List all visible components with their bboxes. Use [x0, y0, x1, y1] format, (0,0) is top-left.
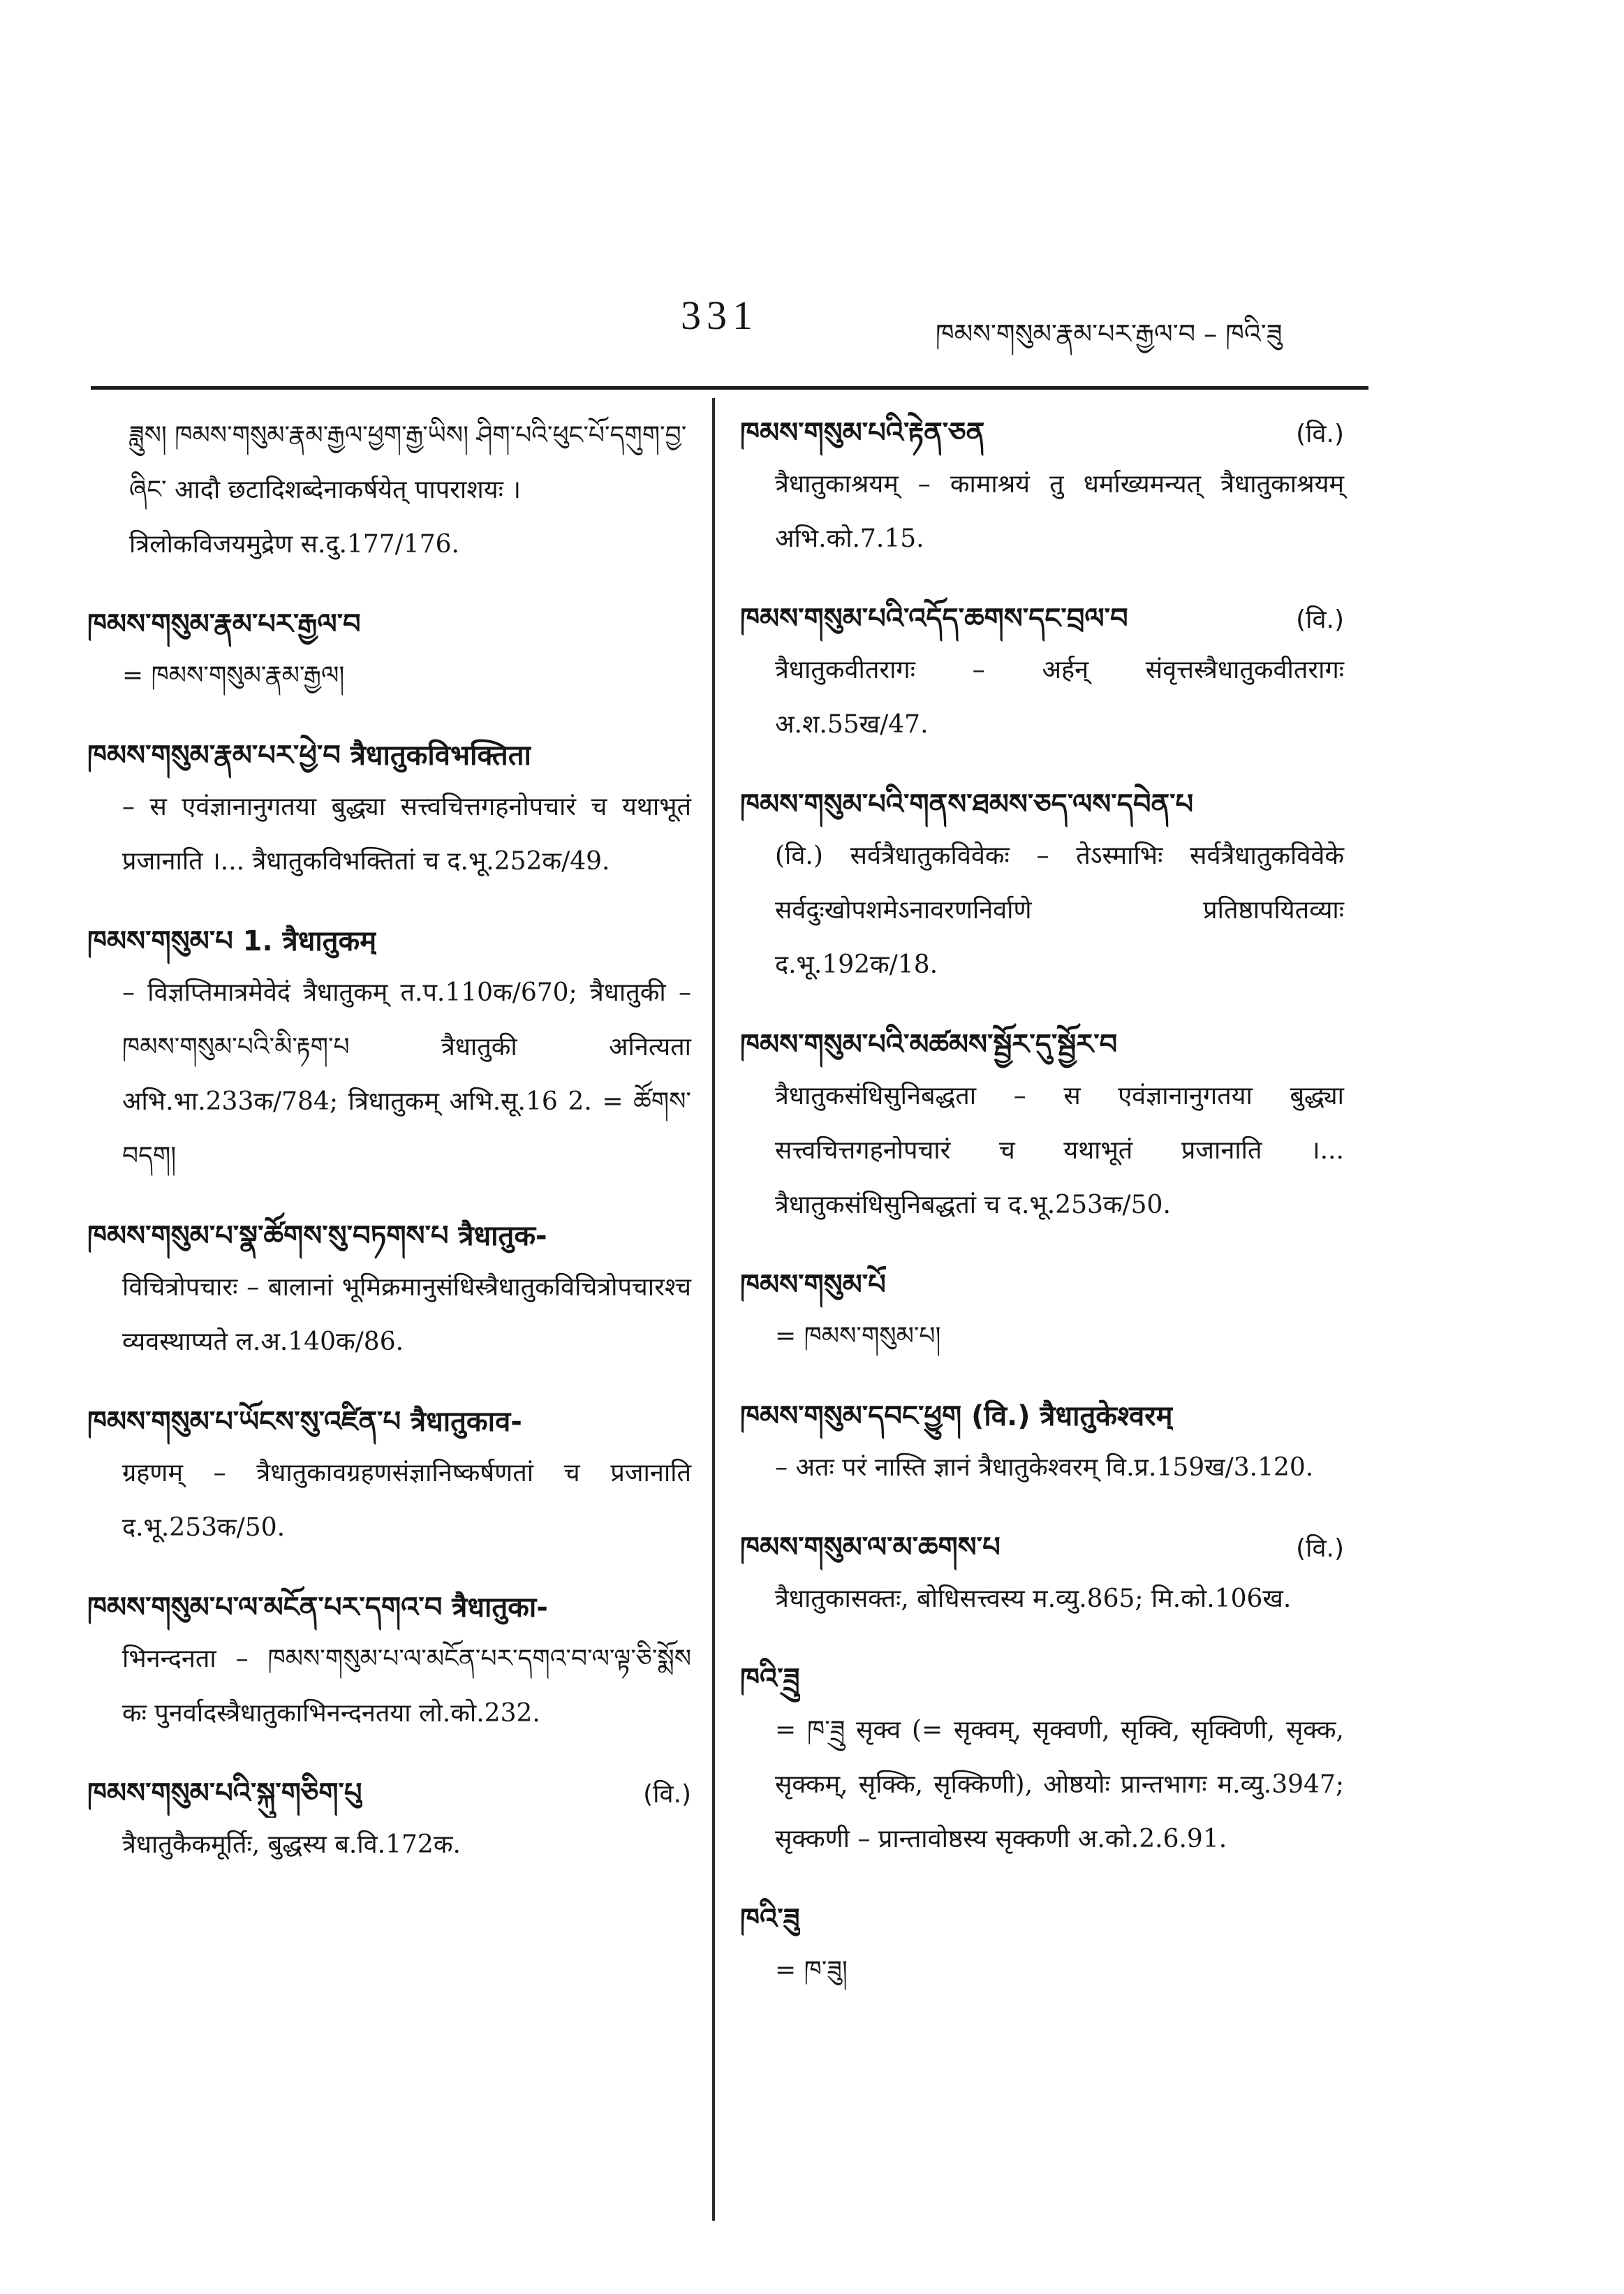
dictionary-entry	[87, 1769, 691, 1872]
dictionary-entry	[87, 917, 691, 1184]
headword: ཁམས་གསུམ་དབང་ཕྱུག (वि.) त्रैधातुकेश्वरम्	[740, 1400, 1173, 1432]
entry-body: त्रैधातुकैकमूर्तिः, बुद्धस्य ब.वि.172क.	[122, 1830, 461, 1859]
headword: ཁམས་གསུམ་པ་སྣ་ཚོགས་སུ་བཏགས་པ त्रैधातुक-	[87, 1220, 547, 1252]
entry-body: त्रैधातुकवीतरागः – अर्हन् संवृत्तस्त्रैधातुकवीतरागः अ.श.55ख/47.	[775, 656, 1344, 739]
running-head: ཁམས་གསུམ་རྣམ་པར་རྒྱལ་བ – ཁའི་ཟུ	[936, 318, 1283, 349]
dictionary-entry	[740, 1523, 1344, 1626]
entry-body: = ཁ་ཟུ།	[775, 1956, 848, 1985]
entry-body: त्रैधातुकसंधिसुनिबद्धता – स एवंज्ञानानुगतया बुद्ध्या सत्त्वचित्तगहनोपचारं च यथाभूतं प्रजानाति ।... त्रैधातुकसंधिसुनिबद्धतां च द.भू.253क/50.	[775, 1082, 1344, 1219]
headword: ཁམས་གསུམ་པའི་གནས་ཐམས་ཅད་ལས་དབེན་པ	[740, 788, 1194, 821]
dictionary-entry	[740, 594, 1344, 752]
grammar-tag: (वि.)	[1296, 605, 1344, 634]
entry-body: भिनन्दनता – ཁམས་གསུམ་པ་ལ་མངོན་པར་དགའ་བ་ལ་ལྟ་ཅི་སྨོས कः पुनर्वादस्त्रैधातुकाभिनन्दनतया लो.को.232.	[122, 1645, 691, 1728]
headword: ཁམས་གསུམ་པའི་མཚམས་སྦྱོར་དུ་སྦྱོར་བ	[740, 1029, 1118, 1061]
dictionary-entry	[740, 1895, 1344, 1998]
entry-body: त्रैधातुकाश्रयम् – कामाश्रयं तु धर्माख्यमन्यत् त्रैधातुकाश्रयम् अभि.को.7.15.	[775, 470, 1344, 553]
entry-body: – स एवंज्ञानानुगतया बुद्ध्या सत्त्वचित्तगहनोपचारं च यथाभूतं प्रजानाति ।... त्रैधातुकविभक्तितां च द.भू.252क/49.	[122, 793, 691, 876]
dictionary-entry	[740, 1260, 1344, 1364]
dictionary-entry	[740, 780, 1344, 992]
column-divider	[712, 398, 715, 2221]
entry-body: = ཁམས་གསུམ་པ།	[775, 1322, 941, 1351]
dictionary-entry	[87, 1583, 691, 1741]
headword: ཁམས་གསུམ་པའི་རྟེན་ཅན	[740, 417, 985, 449]
page-header	[0, 292, 1624, 369]
entry-body: – विज्ञप्तिमात्रमेवेदं त्रैधातुकम् त.प.110क/670; त्रैधातुकी – ཁམས་གསུམ་པའི་མི་རྟག་པ त्रैधातुकी अनित्यता अभि.भा.233क/784; त्रिधातुकम् अभि.सू.16 2. = ཚོགས་བདག།	[122, 978, 691, 1170]
right-column	[740, 409, 1344, 2026]
continuation-entry	[87, 409, 691, 572]
headword: ཁམས་གསུམ་རྣམ་པར་རྒྱལ་བ	[87, 608, 361, 640]
entry-body: ग्रहणम् – त्रैधातुकावग्रहणसंज्ञानिष्कर्षणतां च प्रजानाति द.भू.253क/50.	[122, 1459, 691, 1542]
entry-body: विचित्रोपचारः – बालानां भूमिक्रमानुसंधिस्त्रैधातुकविचित्रोपचारश्च व्यवस्थाप्यते ल.अ.140क/86.	[122, 1273, 691, 1356]
dictionary-entry	[87, 600, 691, 703]
headword: ཁམས་གསུམ་པའི་སྐུ་གཅིག་པུ	[87, 1777, 362, 1809]
headword: ཁམས་གསུམ་པ 1. त्रैधातुकम्	[87, 925, 377, 957]
page-number: 331	[681, 293, 758, 338]
headword: ཁམས་གསུམ་རྣམ་པར་ཕྱེ་བ त्रैधातुकविभक्तिता	[87, 740, 531, 772]
headword: ཁམས་གསུམ་ལ་མ་ཆགས་པ	[740, 1531, 1001, 1564]
dictionary-entry	[87, 1212, 691, 1369]
dictionary-entry	[740, 409, 1344, 566]
left-column	[87, 409, 691, 1900]
headword: ཁའི་ཟྲུ	[740, 1663, 800, 1695]
continuation-text: ཟླུས། ཁམས་གསུམ་རྣམ་རྒྱལ་ཕྱག་རྒྱ་ཡིས། ཤིག་པའི་ཕུང་པོ་དགུག་བྱ་ཞིང་ आदौ छटादिशब्देनाकर्षयेत् पापराशयः । त्रिलोकविजयमुद्रेण स.दु.177/176.	[129, 421, 687, 559]
dictionary-entry	[740, 1020, 1344, 1233]
headword: ཁམས་གསུམ་པོ	[740, 1269, 886, 1301]
entry-body: (वि.) सर्वत्रैधातुकविवेकः – तेऽस्माभिः सर्वत्रैधातुकविवेके सर्वदुःखोपशमेऽनावरणनिर्वाणे प्रतिष्ठापयितव्याः द.भू.192क/18.	[775, 841, 1344, 979]
grammar-tag: (वि.)	[1296, 1534, 1344, 1563]
header-rule	[91, 386, 1368, 390]
dictionary-entry	[740, 1392, 1344, 1495]
grammar-tag: (वि.)	[643, 1780, 691, 1809]
entry-body: त्रैधातुकासक्तः, बोधिसत्त्वस्य म.व्यु.865; मि.को.106ख.	[775, 1585, 1292, 1613]
headword: ཁམས་གསུམ་པའི་འདོད་ཆགས་དང་བྲལ་བ	[740, 603, 1128, 635]
dictionary-entry	[87, 731, 691, 889]
dictionary-entry	[87, 1397, 691, 1555]
entry-body: – अतः परं नास्ति ज्ञानं त्रैधातुकेश्वरम् वि.प्र.159ख/3.120.	[775, 1453, 1314, 1482]
dictionary-entry	[740, 1654, 1344, 1867]
entry-body: = ཁ་ཟྲུ सृक्व (= सृक्वम्, सृक्वणी, सृक्वि, सृक्विणी, सृक्क, सृक्कम्, सृक्कि, सृक्किणी), ओष्ठयोः प्रान्तभागः म.व्यु.3947; सृक्कणी – प्रान्तावोष्ठस्य सृक्कणी अ.को.2.6.91.	[775, 1716, 1344, 1853]
grammar-tag: (वि.)	[1296, 420, 1344, 448]
entry-body: = ཁམས་གསུམ་རྣམ་རྒྱལ།	[122, 661, 345, 690]
headword: ཁམས་གསུམ་པ་ལ་མངོན་པར་དགའ་བ त्रैधातुका-	[87, 1591, 548, 1624]
headword: ཁམས་གསུམ་པ་ཡོངས་སུ་འཛིན་པ त्रैधातुकाव-	[87, 1406, 522, 1438]
headword: ཁའི་ཟུ	[740, 1903, 800, 1935]
